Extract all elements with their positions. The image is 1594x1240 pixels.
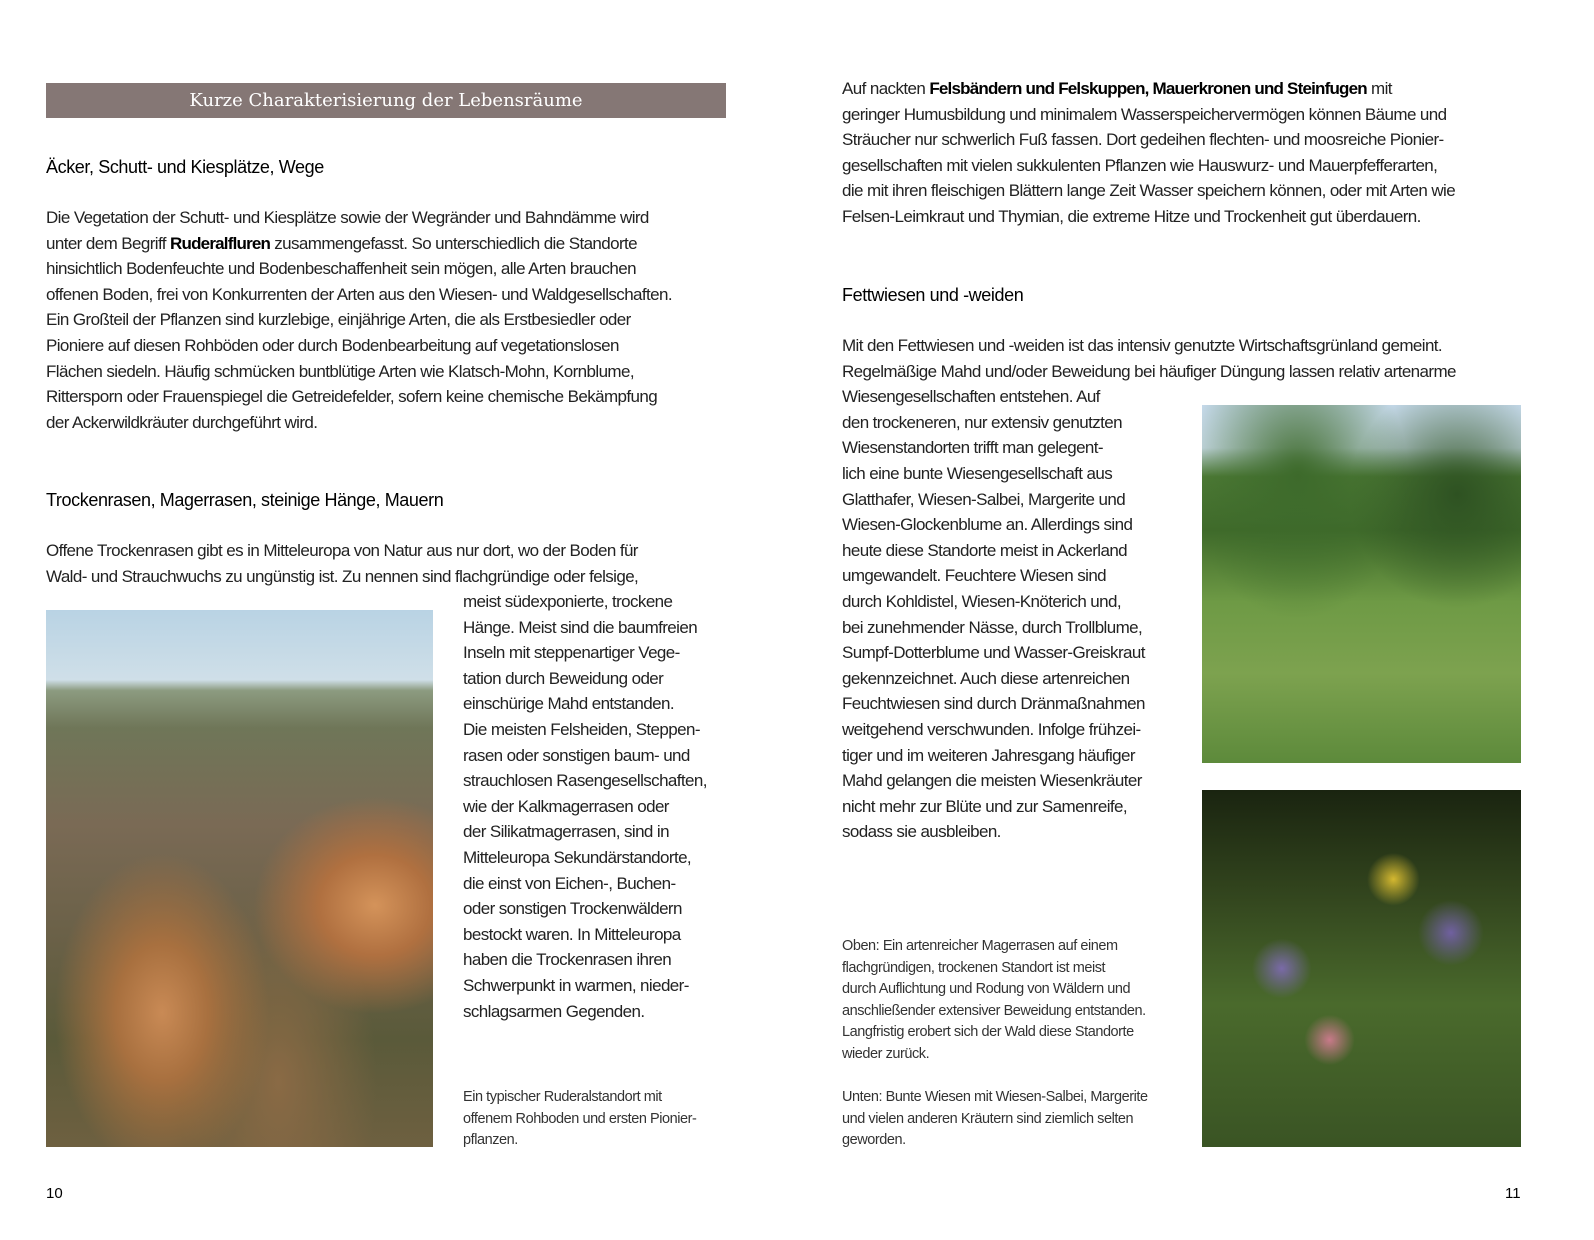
text-line: [842, 1087, 1172, 1109]
paragraph-trockenrasen-body: [463, 589, 733, 1024]
text-segment: die mit ihren fleischigen Blättern lange Zeit Wasser speichern können, oder mit Arten wie: [842, 181, 1456, 201]
text-line: [463, 691, 733, 717]
text-segment: Ein typischer Ruderalstandort mit: [463, 1089, 662, 1105]
text-line: [463, 999, 733, 1025]
bold-term: Ruderalfluren: [170, 233, 271, 253]
text-segment: Ein Großteil der Pflanzen sind kurzlebige, einjährige Arten, die als Erstbesiedler oder: [46, 310, 631, 330]
text-line: [463, 922, 733, 948]
text-segment: Regelmäßige Mahd und/oder Beweidung bei häufiger Düngung lassen relativ artenarme: [842, 361, 1456, 381]
text-segment: bei zunehmender Nässe, durch Trollblume,: [842, 617, 1143, 637]
text-segment: pflanzen.: [463, 1132, 518, 1149]
caption-ruderal-photo: [463, 1087, 793, 1152]
text-segment: rasen oder sonstigen baum- und: [463, 745, 690, 765]
text-line: [842, 1130, 1172, 1152]
text-line: [842, 127, 1532, 153]
photo-ruderal-site: [46, 610, 433, 1147]
text-segment: durch Kohldistel, Wiesen-Knöterich und,: [842, 591, 1121, 611]
text-segment: anschließender extensiver Beweidung entstanden.: [842, 1002, 1146, 1019]
text-line: [463, 768, 733, 794]
text-segment: Schwerpunkt in warmen, nieder-: [463, 975, 689, 995]
text-line: [463, 794, 733, 820]
caption-top-photo: [842, 936, 1172, 1066]
text-segment: mit: [1366, 79, 1392, 98]
text-segment: der Ackerwildkräuter durchgeführt wird.: [46, 412, 318, 432]
text-line: [463, 896, 733, 922]
text-segment: wie der Kalkmagerrasen oder: [463, 796, 669, 816]
text-line: [463, 640, 733, 666]
text-segment: wieder zurück.: [842, 1045, 930, 1062]
text-line: [463, 666, 733, 692]
text-segment: Langfristig erobert sich der Wald diese Standorte: [842, 1024, 1134, 1041]
text-segment: weitgehend verschwunden. Infolge frühzei-: [842, 719, 1141, 739]
text-line: [46, 205, 736, 231]
text-segment: Auf nackten: [842, 79, 930, 98]
text-segment: oder sonstigen Trockenwäldern: [463, 899, 682, 919]
text-segment: meist südexponierte, trockene: [463, 592, 673, 611]
text-line: [463, 845, 733, 871]
text-line: [842, 1109, 1172, 1131]
text-line: [463, 1109, 793, 1131]
text-segment: schlagsarmen Gegenden.: [463, 1001, 645, 1021]
text-segment: Die meisten Felsheiden, Steppen-: [463, 719, 700, 739]
text-segment: den trockeneren, nur extensiv genutzten: [842, 412, 1122, 432]
paragraph-ruderal: [46, 205, 736, 435]
text-segment: Glatthafer, Wiesen-Salbei, Margerite und: [842, 489, 1126, 509]
text-segment: die einst von Eichen-, Buchen-: [463, 873, 676, 893]
text-segment: heute diese Standorte meist in Ackerland: [842, 540, 1128, 560]
heading-trockenrasen: Trockenrasen, Magerrasen, steinige Hänge, Mauern: [46, 490, 444, 510]
text-line: [842, 178, 1532, 204]
text-line: [463, 1087, 793, 1109]
section-header-bar: [46, 83, 726, 118]
text-line: [46, 359, 736, 385]
text-line: [463, 871, 733, 897]
text-segment: flachgründigen, trockenen Standort ist meist: [842, 959, 1106, 976]
text-line: [463, 973, 733, 999]
page-number-left: 10: [46, 1185, 63, 1202]
text-line: [842, 204, 1532, 230]
text-line: [463, 589, 733, 615]
text-segment: Wiesen-Glockenblume an. Allerdings sind: [842, 515, 1133, 535]
text-line: [842, 102, 1532, 128]
text-line: [463, 717, 733, 743]
text-segment: Wald- und Strauchwuchs zu ungünstig ist. Zu nennen sind flachgründige oder felsige,: [46, 566, 639, 586]
text-line: [46, 538, 736, 564]
text-line: [842, 1022, 1172, 1044]
text-line: [46, 410, 736, 436]
heading-aecker: Äcker, Schutt- und Kiesplätze, Wege: [46, 157, 324, 177]
text-segment: geworden.: [842, 1132, 906, 1149]
bold-term: Felsbändern und Felskuppen, Mauerkronen und Steinfugen: [929, 79, 1367, 98]
text-segment: Pioniere auf diesen Rohböden oder durch Bodenbearbeitung auf vegetationslosen: [46, 335, 619, 355]
text-line: [463, 819, 733, 845]
paragraph-felsbaender: [842, 76, 1532, 230]
text-segment: Mahd gelangen die meisten Wiesenkräuter: [842, 771, 1142, 791]
text-line: [842, 979, 1172, 1001]
text-segment: Flächen siedeln. Häufig schmücken buntblütige Arten wie Klatsch-Mohn, Kornblume,: [46, 361, 634, 381]
text-line: [842, 1044, 1172, 1066]
text-segment: Wiesengesellschaften entstehen. Auf: [842, 387, 1100, 407]
text-segment: der Silikatmagerrasen, sind in: [463, 822, 669, 842]
photo-magerrasen: [1202, 405, 1521, 763]
text-segment: lich eine bunte Wiesengesellschaft aus: [842, 463, 1113, 483]
text-line: [842, 333, 1532, 359]
text-segment: Die Vegetation der Schutt- und Kiesplätze sowie der Wegränder und Bahndämme wird: [46, 208, 649, 227]
text-segment: tiger und im weiteren Jahresgang häufiger: [842, 745, 1135, 765]
text-segment: strauchlosen Rasengesellschaften,: [463, 771, 707, 791]
text-line: [46, 231, 736, 257]
text-segment: gekennzeichnet. Auch diese artenreichen: [842, 668, 1130, 688]
text-line: [842, 76, 1532, 102]
text-line: [842, 1001, 1172, 1023]
text-line: [46, 282, 736, 308]
text-segment: Sumpf-Dotterblume und Wasser-Greiskraut: [842, 643, 1145, 663]
text-line: [842, 153, 1532, 179]
text-segment: einschürige Mahd entstanden.: [463, 694, 674, 714]
text-segment: Rittersporn oder Frauenspiegel die Getreidefelder, sofern keine chemische Bekämpfung: [46, 387, 658, 407]
text-segment: und vielen anderen Kräutern sind ziemlich selten: [842, 1110, 1134, 1127]
section-title: Kurze Charakterisierung der Lebensräume: [189, 90, 583, 111]
text-line: [46, 256, 736, 282]
text-segment: Feuchtwiesen sind durch Dränmaßnahmen: [842, 694, 1145, 714]
text-line: [463, 947, 733, 973]
text-segment: bestockt waren. In Mitteleuropa: [463, 924, 681, 944]
text-line: [46, 307, 736, 333]
text-segment: Inseln mit steppenartiger Vege-: [463, 643, 680, 663]
text-segment: umgewandelt. Feuchtere Wiesen sind: [842, 566, 1107, 586]
text-segment: durch Auflichtung und Rodung von Wäldern und: [842, 981, 1131, 998]
text-line: [463, 1130, 793, 1152]
text-segment: offenen Boden, frei von Konkurrenten der Arten aus den Wiesen- und Waldgesellschaften.: [46, 284, 672, 304]
caption-bottom-photo: [842, 1087, 1172, 1152]
text-segment: unter dem Begriff: [46, 233, 171, 253]
text-segment: Offene Trockenrasen gibt es in Mitteleuropa von Natur aus nur dort, wo der Boden für: [46, 541, 638, 560]
text-segment: Felsen-Leimkraut und Thymian, die extreme Hitze und Trockenheit gut überdauern.: [842, 206, 1421, 226]
text-segment: Mitteleuropa Sekundärstandorte,: [463, 847, 692, 867]
paragraph-trockenrasen-intro: [46, 538, 736, 589]
text-segment: Hänge. Meist sind die baumfreien: [463, 617, 698, 637]
text-segment: hinsichtlich Bodenfeuchte und Bodenbeschaffenheit sein mögen, alle Arten brauchen: [46, 259, 636, 279]
text-segment: Mit den Fettwiesen und -weiden ist das intensiv genutzte Wirtschaftsgrünland gemeint.: [842, 336, 1443, 355]
page-number-right: 11: [1505, 1185, 1521, 1202]
text-segment: haben die Trockenrasen ihren: [463, 950, 672, 970]
text-line: [842, 958, 1172, 980]
text-segment: Oben: Ein artenreicher Magerrasen auf einem: [842, 938, 1118, 954]
photo-bunte-wiese: [1202, 790, 1521, 1147]
text-segment: Unten: Bunte Wiesen mit Wiesen-Salbei, Margerite: [842, 1089, 1148, 1105]
text-line: [46, 564, 736, 590]
text-line: [46, 384, 736, 410]
text-line: [842, 359, 1532, 385]
text-line: [842, 936, 1172, 958]
heading-fettwiesen: Fettwiesen und -weiden: [842, 285, 1024, 305]
text-segment: Sträucher nur schwerlich Fuß fassen. Dort gedeihen flechten- und moosreiche Pionier-: [842, 130, 1444, 150]
text-segment: offenem Rohboden und ersten Pionier-: [463, 1110, 697, 1127]
text-segment: nicht mehr zur Blüte und zur Samenreife,: [842, 796, 1127, 816]
text-segment: geringer Humusbildung und minimalem Wasserspeichervermögen können Bäume und: [842, 104, 1447, 124]
text-segment: sodass sie ausbleiben.: [842, 822, 1001, 842]
text-line: [46, 333, 736, 359]
text-segment: zusammengefasst. So unterschiedlich die Standorte: [270, 233, 638, 253]
text-segment: Wiesenstandorten trifft man gelegent-: [842, 438, 1103, 458]
text-segment: gesellschaften mit vielen sukkulenten Pflanzen wie Hauswurz- und Mauerpfefferarten,: [842, 155, 1438, 175]
text-line: [463, 615, 733, 641]
text-segment: tation durch Beweidung oder: [463, 668, 664, 688]
text-line: [463, 743, 733, 769]
